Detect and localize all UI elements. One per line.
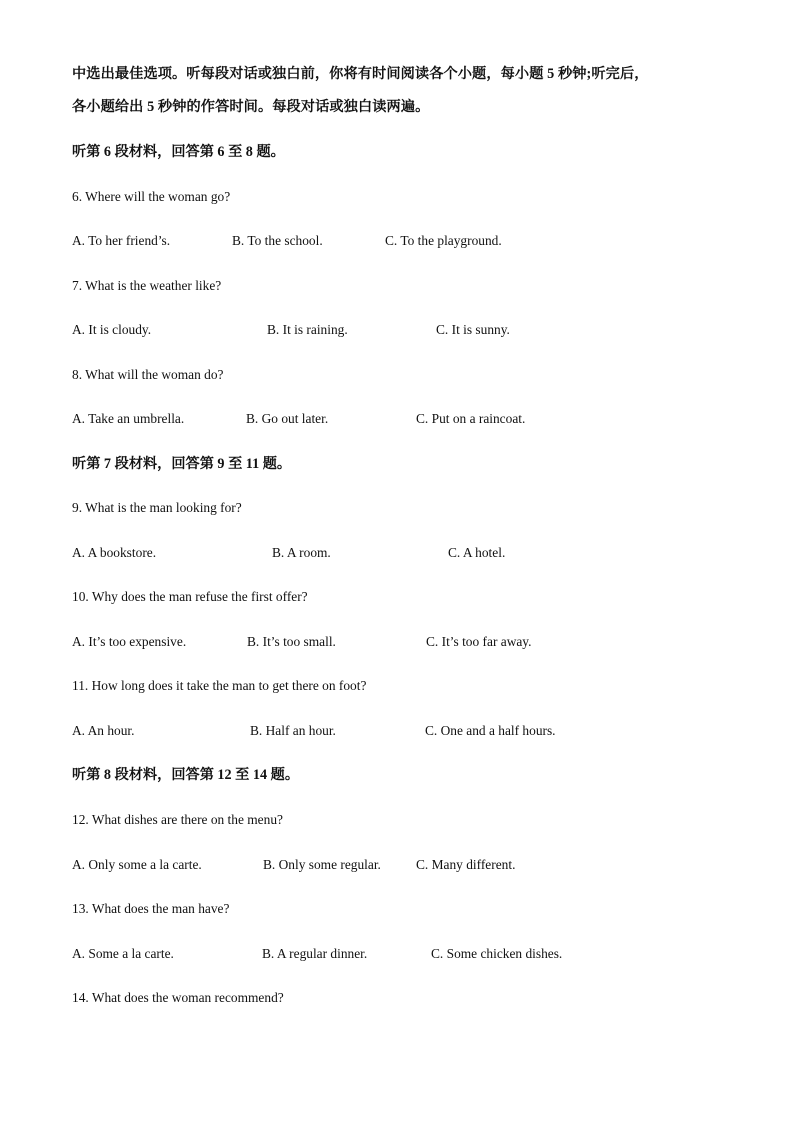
question-8-option-c: C. Put on a raincoat.: [416, 411, 526, 426]
question-8: 8. What will the woman do?: [72, 367, 224, 382]
question-6-option-a: A. To her friend’s.: [72, 233, 171, 248]
question-7-option-c: C. It is sunny.: [436, 322, 510, 337]
question-7: 7. What is the weather like?: [72, 278, 222, 293]
question-7-option-a: A. It is cloudy.: [72, 322, 152, 337]
question-6-option-c: C. To the playground.: [385, 233, 502, 248]
section-heading-8: 听第 8 段材料，回答第 12 至 14 题。: [72, 767, 300, 783]
question-6: 6. Where will the woman go?: [72, 189, 231, 204]
question-12-option-c: C. Many different.: [416, 857, 516, 872]
question-11-option-a: A. An hour.: [72, 723, 135, 738]
instruction-line-1: 中选出最佳选项。听每段对话或独白前，你将有时间阅读各个小题，每小题 5 秒钟;听完后，: [72, 66, 649, 82]
question-12: 12. What dishes are there on the menu?: [72, 812, 283, 827]
question-7-option-b: B. It is raining.: [267, 322, 348, 337]
question-10-option-b: B. It’s too small.: [247, 634, 336, 649]
question-12-option-b: B. Only some regular.: [263, 857, 381, 872]
question-12-option-a: A. Only some a la carte.: [72, 857, 202, 872]
question-6-option-b: B. To the school.: [232, 233, 323, 248]
question-10-option-c: C. It’s too far away.: [426, 634, 532, 649]
question-8-option-a: A. Take an umbrella.: [72, 411, 185, 426]
question-9-option-b: B. A room.: [272, 545, 331, 560]
question-11-option-c: C. One and a half hours.: [425, 723, 556, 738]
section-heading-7: 听第 7 段材料，回答第 9 至 11 题。: [72, 456, 292, 472]
instruction-line-2: 各小题给出 5 秒钟的作答时间。每段对话或独白读两遍。: [72, 99, 430, 115]
question-13-option-c: C. Some chicken dishes.: [431, 946, 563, 961]
question-8-option-b: B. Go out later.: [246, 411, 329, 426]
question-11-option-b: B. Half an hour.: [250, 723, 336, 738]
question-9-option-c: C. A hotel.: [448, 545, 506, 560]
section-heading-6: 听第 6 段材料，回答第 6 至 8 题。: [72, 144, 285, 160]
question-10: 10. Why does the man refuse the first offer?: [72, 589, 308, 604]
question-14: 14. What does the woman recommend?: [72, 990, 284, 1005]
question-13-option-b: B. A regular dinner.: [262, 946, 368, 961]
question-9: 9. What is the man looking for?: [72, 500, 242, 515]
question-11: 11. How long does it take the man to get there on foot?: [72, 678, 367, 693]
question-9-option-a: A. A bookstore.: [72, 545, 157, 560]
question-13: 13. What does the man have?: [72, 901, 230, 916]
question-13-option-a: A. Some a la carte.: [72, 946, 174, 961]
question-10-option-a: A. It’s too expensive.: [72, 634, 187, 649]
